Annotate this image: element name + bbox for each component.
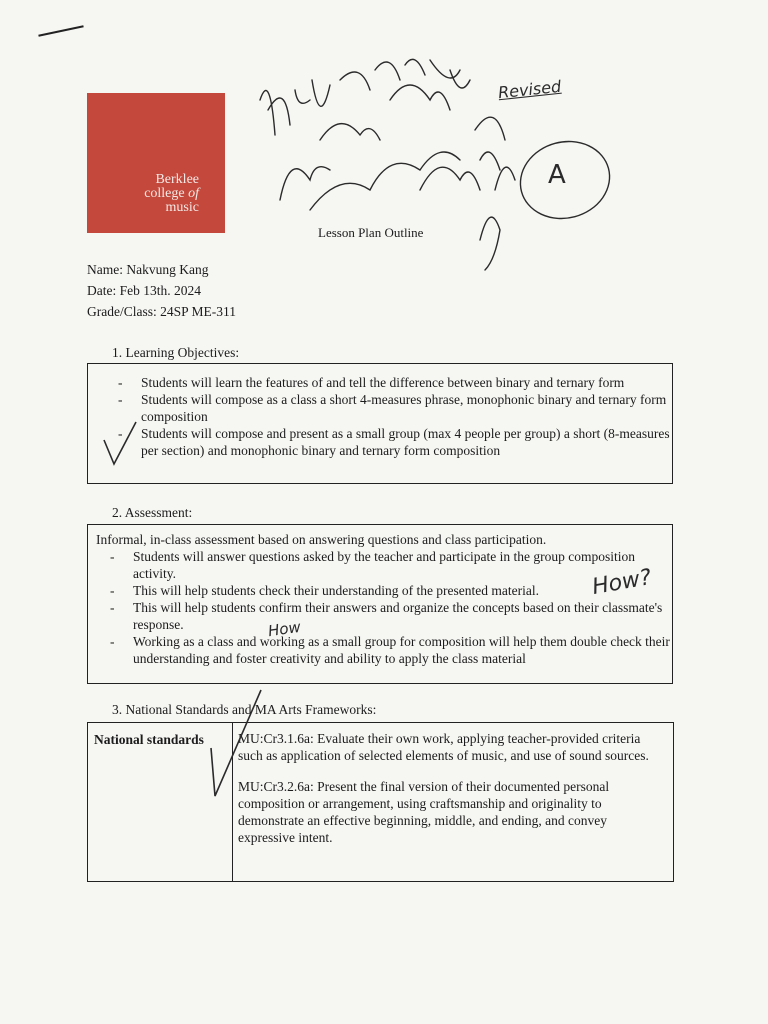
objectives-box	[87, 363, 673, 484]
logo-text	[144, 173, 199, 215]
logo-line-of: of	[188, 186, 199, 201]
assessment-box	[87, 524, 673, 684]
grade-note: A	[548, 160, 566, 190]
standards-checkmark-icon	[205, 688, 265, 800]
assessment-item: - Working as a class and working as a small group for composition will help them double check their understanding and foster creativity and ability to apply the class material	[88, 633, 672, 667]
objective-item: - Students will compose and present as a small group (max 4 people per group) a short (8-measures per section) and monophonic binary and ternary form composition	[88, 425, 672, 459]
standard-entry: MU:Cr3.1.6a: Evaluate their own work, applying teacher-provided criteria such as application of selected elements of music, and use of sound sources.	[238, 731, 649, 763]
how-note-1: How?	[590, 565, 654, 600]
revised-note: Revised	[497, 76, 563, 103]
standards-label: National standards	[88, 723, 233, 881]
objectives-heading: 1. Learning Objectives:	[112, 345, 240, 360]
logo-line-music: music	[165, 200, 199, 215]
lesson-date: Date: Feb 13th. 2024	[87, 283, 201, 298]
logo-line-berklee: Berklee	[155, 172, 199, 187]
grade-class: Grade/Class: 24SP ME-311	[87, 304, 236, 319]
stray-pen-mark	[38, 25, 83, 37]
document-title: Lesson Plan Outline	[318, 225, 424, 240]
assessment-item: - Students will answer questions asked by the teacher and participate in the group composition activity.	[88, 548, 672, 582]
berklee-logo	[87, 93, 225, 233]
checkmark-icon	[100, 420, 140, 470]
how-note-2: How	[266, 617, 302, 641]
assessment-item: - This will help students check their understanding of the presented material.	[88, 582, 672, 599]
standard-entry: MU:Cr3.2.6a: Present the final version of their documented personal composition or arrangement, using craftsmanship and originality to demonstrate an effective beginning, middle, and ending, and convey expressive intent.	[238, 779, 610, 845]
assessment-intro: Informal, in-class assessment based on answering questions and class participation.	[96, 532, 547, 547]
standards-entries	[238, 730, 663, 860]
objective-item: - Students will learn the features of and tell the difference between binary and ternary form	[88, 374, 672, 391]
standards-heading: 3. National Standards and MA Arts Frameworks:	[112, 702, 377, 717]
student-name: Name: Nakvung Kang	[87, 262, 209, 277]
assessment-item: - This will help students confirm their answers and organize the concepts based on their classmate's response.	[88, 599, 672, 633]
objective-item: - Students will compose as a class a short 4-measures phrase, monophonic binary and ternary form composition	[88, 391, 672, 425]
standards-table	[87, 722, 674, 882]
assessment-heading: 2. Assessment:	[112, 505, 193, 520]
logo-line-college: college	[144, 186, 189, 201]
